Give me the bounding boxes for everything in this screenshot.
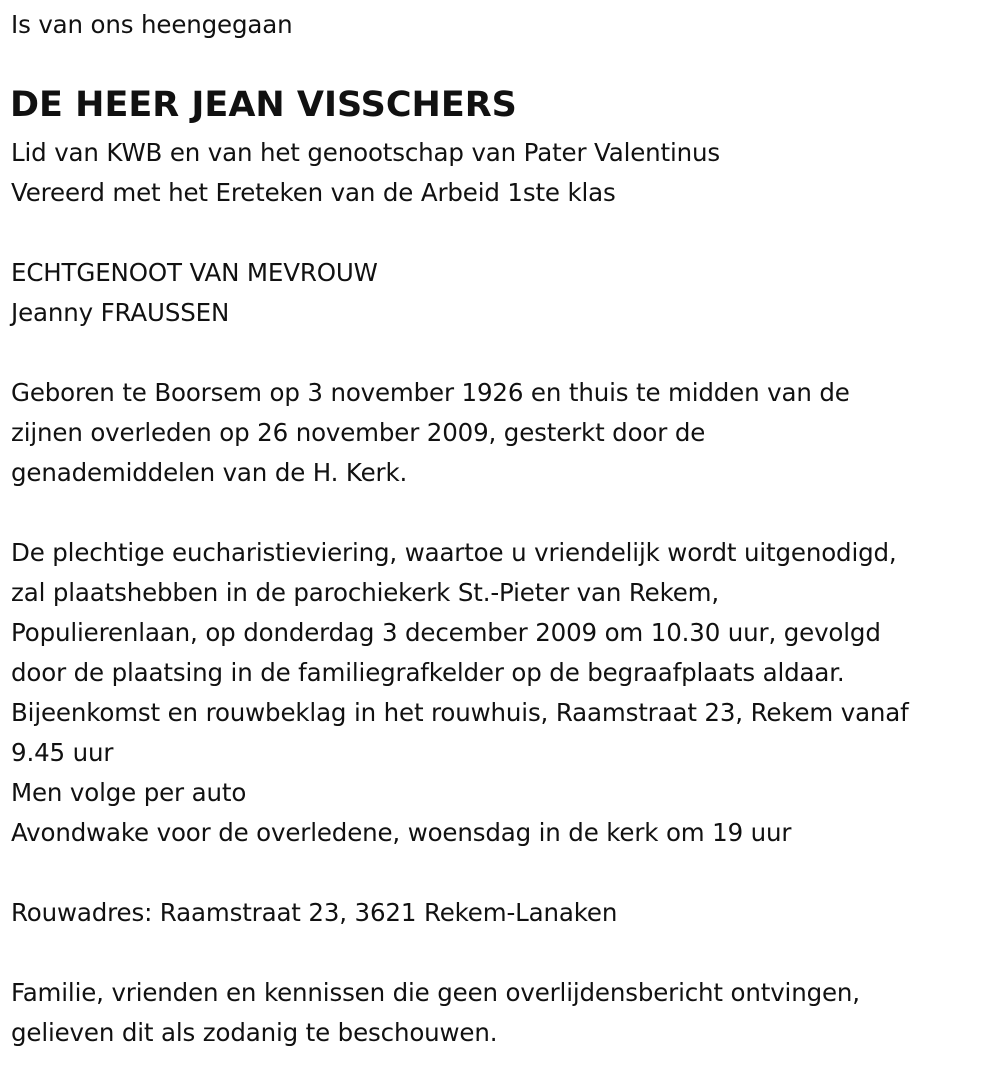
paragraph-line: Men volge per auto xyxy=(11,778,247,807)
deceased-titles xyxy=(11,133,720,213)
birth-death-paragraph xyxy=(11,373,850,493)
paragraph-line: De plechtige eucharistieviering, waartoe u vriendelijk wordt uitgenodigd, xyxy=(11,538,897,567)
paragraph-line: Geboren te Boorsem op 3 november 1926 en thuis te midden van de xyxy=(11,378,850,407)
paragraph-line: zal plaatshebben in de parochiekerk St.-Pieter van Rekem, xyxy=(11,578,720,607)
paragraph-line: door de plaatsing in de familiegrafkelder op de begraafplaats aldaar. xyxy=(11,658,845,687)
paragraph-line: gelieven dit als zodanig te beschouwen. xyxy=(11,1018,498,1047)
paragraph-line: genademiddelen van de H. Kerk. xyxy=(11,458,408,487)
paragraph-line: 9.45 uur xyxy=(11,738,114,767)
paragraph-line: Avondwake voor de overledene, woensdag in de kerk om 19 uur xyxy=(11,818,792,847)
spouse-name: Jeanny FRAUSSEN xyxy=(11,298,230,327)
spouse-section xyxy=(11,253,378,333)
deceased-name: DE HEER JEAN VISSCHERS xyxy=(10,85,517,125)
paragraph-line: Bijeenkomst en rouwbeklag in het rouwhuis, Raamstraat 23, Rekem vanaf xyxy=(11,698,909,727)
paragraph-line: Populierenlaan, op donderdag 3 december 2009 om 10.30 uur, gevolgd xyxy=(11,618,881,647)
paragraph-line: Familie, vrienden en kennissen die geen overlijdensbericht ontvingen, xyxy=(11,978,860,1007)
address-line: Rouwadres: Raamstraat 23, 3621 Rekem-Lanaken xyxy=(11,898,618,927)
paragraph-line: zijnen overleden op 26 november 2009, gesterkt door de xyxy=(11,418,706,447)
spouse-label: ECHTGENOOT VAN MEVROUW xyxy=(11,258,378,287)
funeral-service-paragraph xyxy=(11,533,909,853)
intro-text: Is van ons heengegaan xyxy=(11,10,293,39)
title-line: Vereerd met het Ereteken van de Arbeid 1ste klas xyxy=(11,178,616,207)
title-line: Lid van KWB en van het genootschap van Pater Valentinus xyxy=(11,138,721,167)
mourning-address xyxy=(11,893,617,933)
family-notice xyxy=(11,973,860,1053)
